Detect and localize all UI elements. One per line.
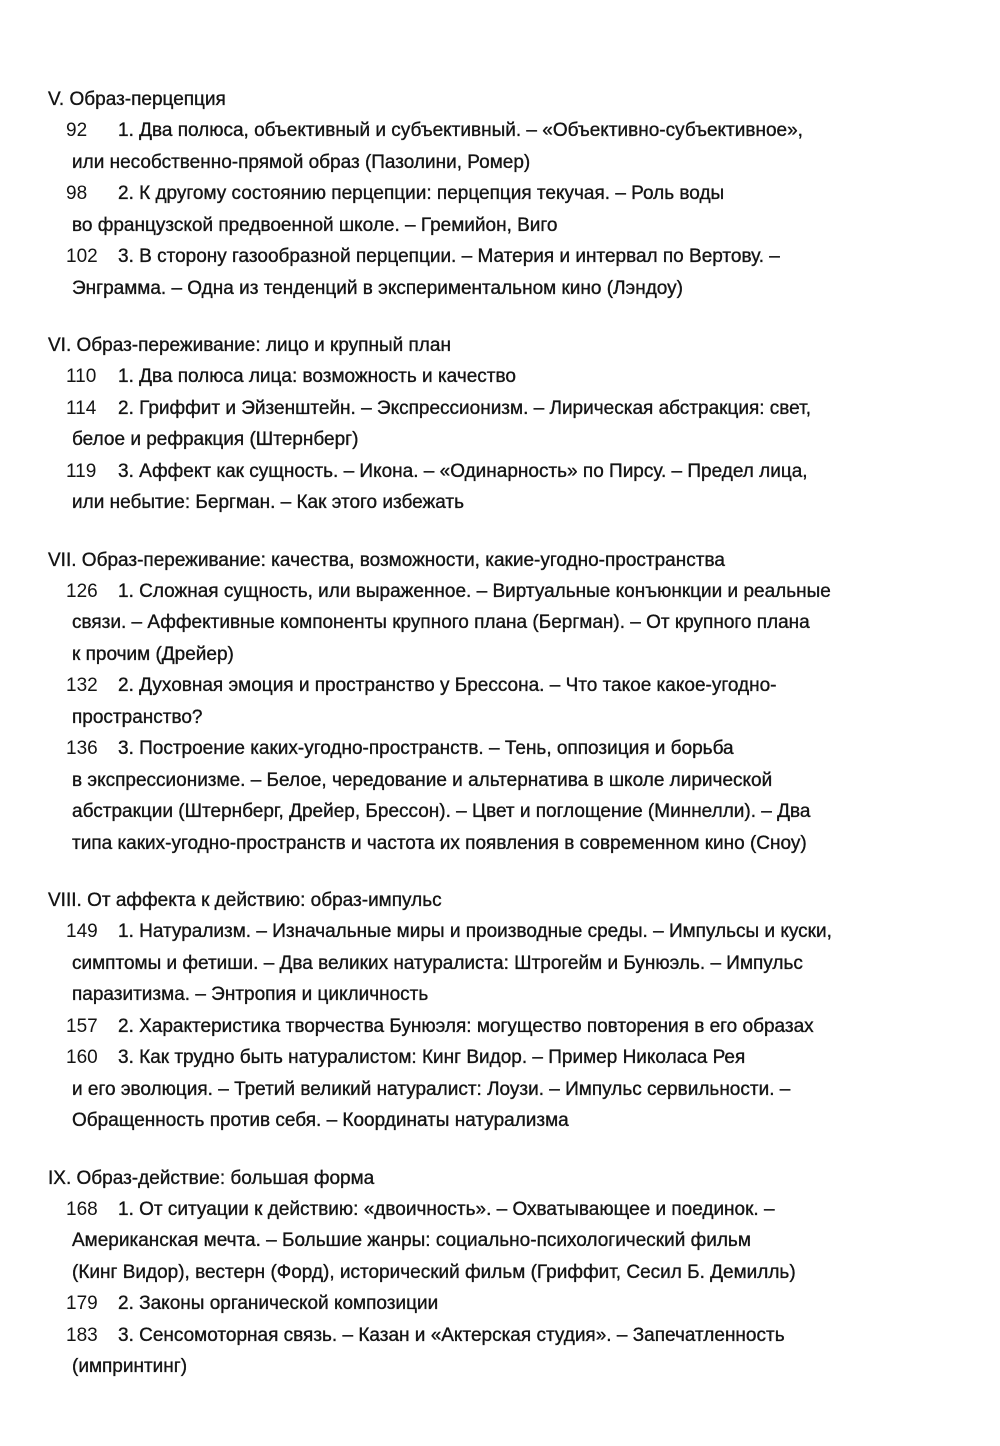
toc-section <box>48 1163 940 1383</box>
page-number: 114 <box>66 397 97 419</box>
entry-text: 1. Два полюса лица: возможность и качество <box>118 366 516 387</box>
entry-text: абстракции (Штернберг, Дрейер, Брессон). – Цвет и поглощение (Миннелли). – Два <box>72 801 811 822</box>
entry-text: пространство? <box>72 706 203 728</box>
page-number: 136 <box>66 738 98 759</box>
entry-text: 1. От ситуации к действию: «двоичность». – Охватывающее и поединок. – <box>118 1198 775 1220</box>
section-title: IX. Образ-действие: большая форма <box>48 1167 375 1189</box>
entry-text: Американская мечта. – Большие жанры: социально-психологический фильм <box>72 1230 751 1251</box>
entry-text: 2. Характеристика творчества Бунюэля: могущество повторения в его образах <box>118 1015 814 1037</box>
entry-text: во французской предвоенной школе. – Гремийон, Виго <box>72 214 558 236</box>
toc-entry <box>48 241 940 304</box>
toc-entry <box>48 916 940 1011</box>
page-number: 179 <box>66 1293 98 1314</box>
entry-text: 1. Натурализм. – Изначальные миры и производные среды. – Импульсы и куски, <box>118 921 832 942</box>
toc-section <box>48 545 940 860</box>
page-number: 183 <box>66 1324 98 1346</box>
toc-entry <box>48 115 940 178</box>
entry-text: типа каких-угодно-пространств и частота их появления в современном кино (Сноу) <box>72 832 807 854</box>
entry-text: белое и рефракция (Штернберг) <box>72 429 359 450</box>
toc-entry <box>48 576 940 671</box>
toc-entry <box>48 456 940 519</box>
toc-entry <box>48 1320 940 1383</box>
entry-text: Энграмма. – Одна из тенденций в экспериментальном кино (Лэндоу) <box>72 277 683 299</box>
page-number: 98 <box>66 183 88 204</box>
page-number: 157 <box>66 1015 98 1037</box>
entry-text: связи. – Аффективные компоненты крупного плана (Бергман). – От крупного плана <box>72 612 810 633</box>
page-number: 92 <box>66 120 88 141</box>
toc-entry <box>48 733 940 859</box>
toc-entry <box>48 670 940 733</box>
entry-text: паразитизма. – Энтропия и цикличность <box>72 984 429 1005</box>
section-title: VIII. От аффекта к действию: образ-импульс <box>48 890 442 911</box>
toc-entry <box>48 1042 940 1137</box>
page-number: 126 <box>66 580 98 602</box>
toc-entry <box>48 1288 940 1320</box>
page-number: 149 <box>66 921 98 942</box>
entry-text: или несобственно-прямой образ (Пазолини, Ромер) <box>72 151 531 173</box>
entry-text: (Кинг Видор), вестерн (Форд), исторический фильм (Гриффит, Сесил Б. Демилль) <box>72 1261 796 1283</box>
entry-text: 2. Гриффит и Эйзенштейн. – Экспрессионизм. – Лирическая абстракция: свет, <box>118 397 811 419</box>
toc-section <box>48 84 940 304</box>
toc-entry <box>48 178 940 241</box>
toc-entry <box>48 1194 940 1289</box>
section-title: V. Образ-перцепция <box>48 89 226 110</box>
page-number: 102 <box>66 246 98 267</box>
entry-text: 2. Законы органической композиции <box>118 1293 439 1314</box>
entry-text: 3. Как трудно быть натуралистом: Кинг Видор. – Пример Николаса Рея <box>118 1047 746 1068</box>
toc-section <box>48 885 940 1137</box>
entry-text: или небытие: Бергман. – Как этого избежать <box>72 492 464 513</box>
page-number: 168 <box>66 1198 98 1220</box>
entry-text: Обращенность против себя. – Координаты натурализма <box>72 1110 569 1131</box>
section-title: VII. Образ-переживание: качества, возможности, какие-угодно-пространства <box>48 549 725 571</box>
entry-text: (импринтинг) <box>72 1356 188 1377</box>
page-number: 119 <box>66 460 97 482</box>
entry-text: к прочим (Дрейер) <box>72 643 234 665</box>
entry-text: симптомы и фетиши. – Два великих натуралиста: Штрогейм и Бунюэль. – Импульс <box>72 952 803 974</box>
entry-text: и его эволюция. – Третий великий натуралист: Лоузи. – Импульс сервильности. – <box>72 1078 791 1100</box>
toc-entry <box>48 393 940 456</box>
page-number: 160 <box>66 1047 98 1068</box>
entry-text: 3. Сенсомоторная связь. – Казан и «Актерская студия». – Запечатленность <box>118 1324 785 1346</box>
page-number: 110 <box>66 366 97 387</box>
toc-entry <box>48 1011 940 1043</box>
entry-text: 2. К другому состоянию перцепции: перцепция текучая. – Роль воды <box>118 183 725 204</box>
section-title: VI. Образ-переживание: лицо и крупный план <box>48 335 451 356</box>
entry-text: в экспрессионизме. – Белое, чередование и альтернатива в школе лирической <box>72 769 773 791</box>
entry-text: 3. В сторону газообразной перцепции. – Материя и интервал по Вертову. – <box>118 246 780 267</box>
entry-text: 1. Два полюса, объективный и субъективный. – «Объективно-субъективное», <box>118 120 803 141</box>
entry-text: 1. Сложная сущность, или выраженное. – Виртуальные конъюнкции и реальные <box>118 580 831 602</box>
toc-section <box>48 330 940 519</box>
entry-text: 2. Духовная эмоция и пространство у Брессона. – Что такое какое-угодно- <box>118 675 777 696</box>
entry-text: 3. Построение каких-угодно-пространств. – Тень, оппозиция и борьба <box>118 738 734 759</box>
entry-text: 3. Аффект как сущность. – Икона. – «Одинарность» по Пирсу. – Предел лица, <box>118 460 808 482</box>
toc-entry <box>48 361 940 393</box>
page-number: 132 <box>66 675 98 696</box>
